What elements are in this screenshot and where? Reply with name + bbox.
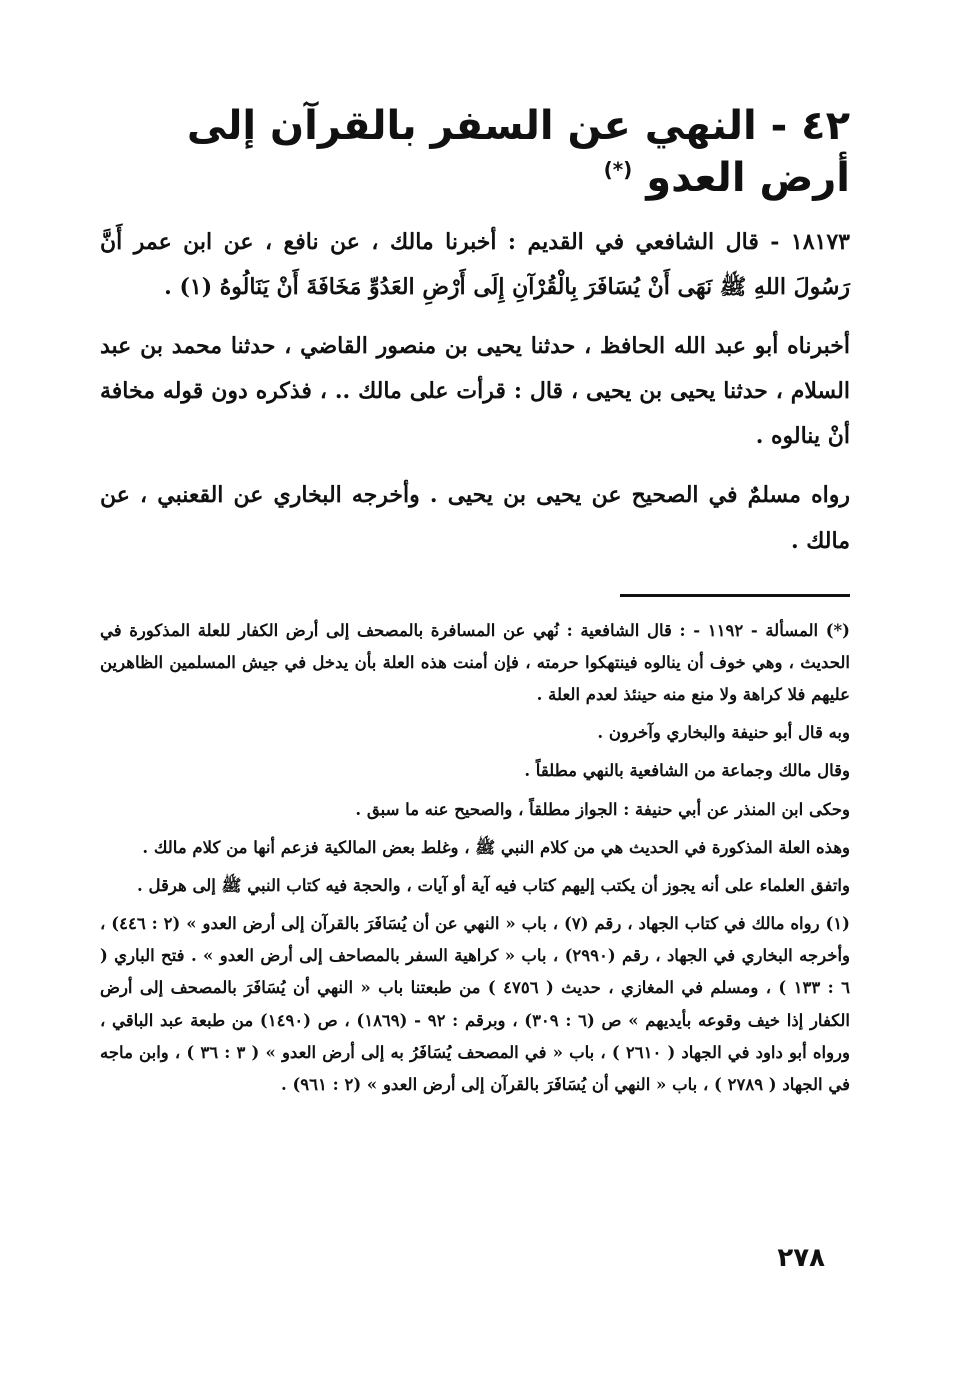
takhrij-paragraph: رواه مسلمٌ في الصحيح عن يحيى بن يحيى . وأخرجه البخاري عن القعنبي ، عن مالك . [100, 482, 850, 554]
footnote-item: (*) المسألة - ١١٩٢ - : قال الشافعية : نُهي عن المسافرة بالمصحف إلى أرض الكفار للعلة المذكورة في الحديث ، وهي خوف أن ينالوه فينتهكوا حرمته ، فإن أمنت هذه العلة بأن يدخل في جيش المسلمين الظاهرين عليهم فلا كراهة ولا منع منه حينئذ لعدم العلة . [100, 620, 850, 704]
chapter-title-text: ٤٢ - النهي عن السفر بالقرآن إلى أرض العدو [186, 103, 850, 201]
footnote-item: وحكى ابن المنذر عن أبي حنيفة : الجواز مطلقاً ، والصحيح عنه ما سبق . [355, 799, 850, 819]
footnote-item: وهذه العلة المذكورة في الحديث هي من كلام النبي ﷺ ، وغلط بعض المالكية فزعم أنها من كلام مالك . [142, 837, 850, 857]
footnote-item: وقال مالك وجماعة من الشافعية بالنهي مطلقاً . [524, 761, 850, 781]
footnote-item: واتفق العلماء على أنه يجوز أن يكتب إليهم كتاب فيه آية أو آيات ، والحجة فيه كتاب النبي ﷺ إلى هرقل . [137, 875, 850, 895]
isnad-paragraph: أخبرناه أبو عبد الله الحافظ ، حدثنا يحيى بن منصور القاضي ، حدثنا محمد بن عبد السلام ، حدثنا يحيى بن يحيى ، قال : قرأت على مالك .. ، فذكره دون قوله مخافة أنْ ينالوه . [100, 333, 850, 450]
footnote-item: وبه قال أبو حنيفة والبخاري وآخرون . [597, 723, 850, 743]
page-number: ٢٧٨ [777, 1243, 825, 1273]
page-body [100, 100, 850, 1107]
footnote-separator [620, 594, 850, 597]
hadith-paragraph: ١٨١٧٣ - قال الشافعي في القديم : أخبرنا مالك ، عن نافع ، عن ابن عمر أَنَّ رَسُولَ اللهِ ﷺ نَهَى أَنْ يُسَافَرَ بِالْقُرْآنِ إِلَى أَرْضِ العَدُوِّ مَخَافَةَ أَنْ يَنَالُوهُ (١) . [100, 229, 850, 301]
chapter-title [100, 100, 850, 204]
footnote-item: (١) رواه مالك في كتاب الجهاد ، رقم (٧) ، باب « النهي عن أن يُسَافَرَ بالقرآن إلى أرض العدو » (٢ : ٤٤٦) ، وأخرجه البخاري في الجهاد ، رقم (٢٩٩٠) ، باب « كراهية السفر بالمصاحف إلى أرض العدو » . فتح الباري ( ٦ : ١٣٣ ) ، ومسلم في المغازي ، حديث ( ٤٧٥٦ ) من طبعتنا باب « النهي أن يُسَافَرَ بالمصحف إلى أرض الكفار إذا خيف وقوعه بأيديهم » ص (٦ : ٣٠٩) ، وبرقم : ٩٢ - (١٨٦٩) ، ص (١٤٩٠) من طبعة عبد الباقي ، ورواه أبو داود في الجهاد ( ٢٦١٠ ) ، باب « في المصحف يُسَافَرُ به إلى أرض العدو » ( ٣ : ٣٦ ) ، وابن ماجه في الجهاد ( ٢٧٨٩ ) ، باب « النهي أن يُسَافَرَ بالقرآن إلى أرض العدو » (٢ : ٩٦١) . [100, 914, 851, 1094]
chapter-footnote-marker: (*) [603, 157, 633, 182]
